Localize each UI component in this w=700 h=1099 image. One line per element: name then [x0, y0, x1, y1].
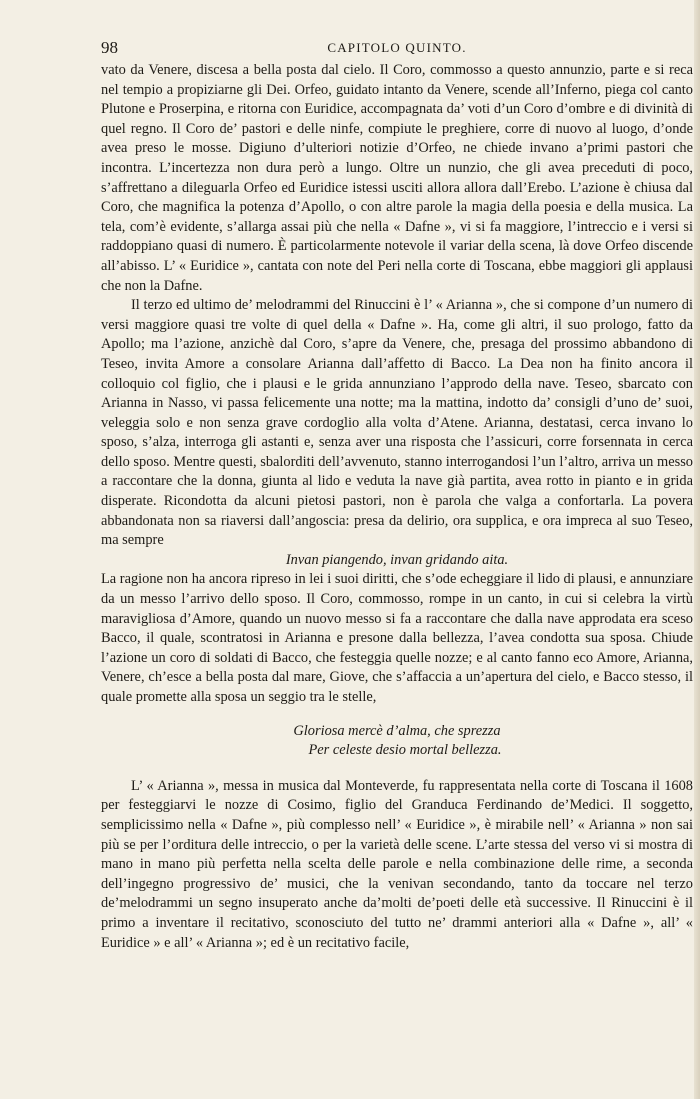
page-header — [101, 38, 693, 58]
paragraph-arianna-conclusion: La ragione non ha ancora ripreso in lei i suoi diritti, che s’ode echeggiare il lido di plausi, e annunziare da un messo l’arrivo dello sposo. Il Coro, commosso, rompe in un canto, in cui si celebra la virtù maravigliosa d’Amore, quando un nuovo messo si fa a raccontare che dalla nave approdata era sceso Bacco, il quale, scontratosi in Arianna e presone dalla bellezza, l’avea condotta sua sposa. Chiude l’azione un coro di soldati di Bacco, che festeggia quelle nozze; e al canto fanno eco Amore, Arianna, Venere, ch’esce a bella posta dal mare, Giove, che s’affaccia a un’apertura del cielo, e Bacco stesso, il quale promette alla sposa un seggio tra le stelle, — [101, 571, 693, 705]
verse-couplet — [101, 722, 693, 761]
running-title: CAPITOLO QUINTO. — [327, 40, 467, 55]
paragraph-arianna-performance: L’ « Arianna », messa in musica dal Monteverde, fu rappresentata nella corte di Toscana il 1608 per festeggiarvi le nozze di Cosimo, figlio del Granduca Ferdinando de’Medici. Il soggetto, semplicissimo nella « Dafne », più complesso nell’ « Euridice », è mirabile nell’ « Arianna » non sai più se per l’orditura delle intreccio, o per la varietà delle scene. L’arte stessa del verso vi si mostra di mano in mano più perfetta nella scelta delle parole e nella combinazione delle rime, a seconda dell’ingegno progressivo de’ musici, che la venivan secondando, tanto da toccare nel terzo de’melodrammi un segno insuperato anche da’molti de’poeti delle età successive. Il Rinuccini è il primo a inventare il recitativo, sconosciuto del tutto ne’ drammi anteriori alla « Dafne », all’ « Euridice » e all’ « Arianna »; ed è un recitativo facile, — [101, 777, 693, 951]
quoted-verse: Invan piangendo, invan gridando aita. — [285, 551, 509, 568]
page-number: 98 — [101, 38, 118, 57]
text-body — [101, 61, 693, 953]
page-edge — [694, 0, 700, 1099]
paragraph-arianna-intro: Il terzo ed ultimo de’ melodrammi del Rinuccini è l’ « Arianna », che si compone d’un numero di versi maggiore quasi tre volte di quel della « Dafne ». Ha, come gli altri, il suo prologo, fatto da Apollo; ma l’azione, anzichè dal Coro, s’apre da Venere, che, presaga del prossimo abbandono di Teseo, invita Amore a consolare Arianna dall’affetto di Bacco. La Dea non ha finito ancora il colloquio col figlio, che i plausi e le grida annunziano l’approdo della nave. Teseo, sbarcato con Arianna in Nasso, vi passa felicemente una notte; ma la mattina, indotto da’ consigli d’uno de’ suoi, veleggia solo e non senza grave cordoglio alla volta d’Atene. Arianna, destatasi, cerca invano lo sposo, s’alza, interroga gli astanti e, senza aver una risposta che l’assicuri, corre forsennata in cerca dello sposo. Mentre questi, sbalorditi dell’avvenuto, stanno interrogandosi l’un l’altro, arriva un messo a raccontare che la donna, giunta al lido e veduta la nave già partita, avea rotto in pianto e in grida disperate. Ricondotta da alcuni pietosi pastori, non è parola che valga a confortarla. La povera abbandonata non sa riaversi dall’angoscia: presa da delirio, ora supplica, e ora impreca al suo Teseo, ma sempre — [101, 297, 693, 549]
paragraph-continuation: vato da Venere, discesa a bella posta dal cielo. Il Coro, commosso a questo annunzio, parte e si reca nel tempio a propiziarne gli Dei. Orfeo, guidato intanto da Venere, scende all’Inferno, piega col canto Plutone e Proserpina, e ritorna con Euridice, accompagnata da’ voti d’un Coro d’ombre e di divinità di quel regno. Il Coro de’ pastori e delle ninfe, compiute le preghiere, corre di nuovo al luogo, d’onde avea preso le mosse. Digiuno d’ulteriori notizie d’Orfeo, ne chiede invano a’primi pastori che incontra. L’incertezza non dura però a lungo. Oltre un nunzio, che gli avea preceduti di poco, s’affrettano a dileguarla Orfeo ed Euridice istessi usciti allora allora dall’Erebo. L’azione è chiusa dal Coro, che magnifica la potenza d’Apollo, o con altre parole la magia della poesia e della musica. La tela, com’è evidente, s’allarga assai più che nella « Dafne », vi si fa maggiore, l’intreccio e i versi si raddoppiano quasi di numero. È particolarmente notevole il variar della scena, là dove Orfeo discende all’abisso. L’ « Euridice », cantata con note del Peri nella corte di Toscana, ebbe maggiori gli applausi che non la Dafne. — [101, 62, 693, 294]
verse-line-1: Gloriosa mercè d’alma, che sprezza — [293, 722, 501, 739]
verse-line-2: Per celeste desio mortal bellezza. — [308, 742, 502, 759]
